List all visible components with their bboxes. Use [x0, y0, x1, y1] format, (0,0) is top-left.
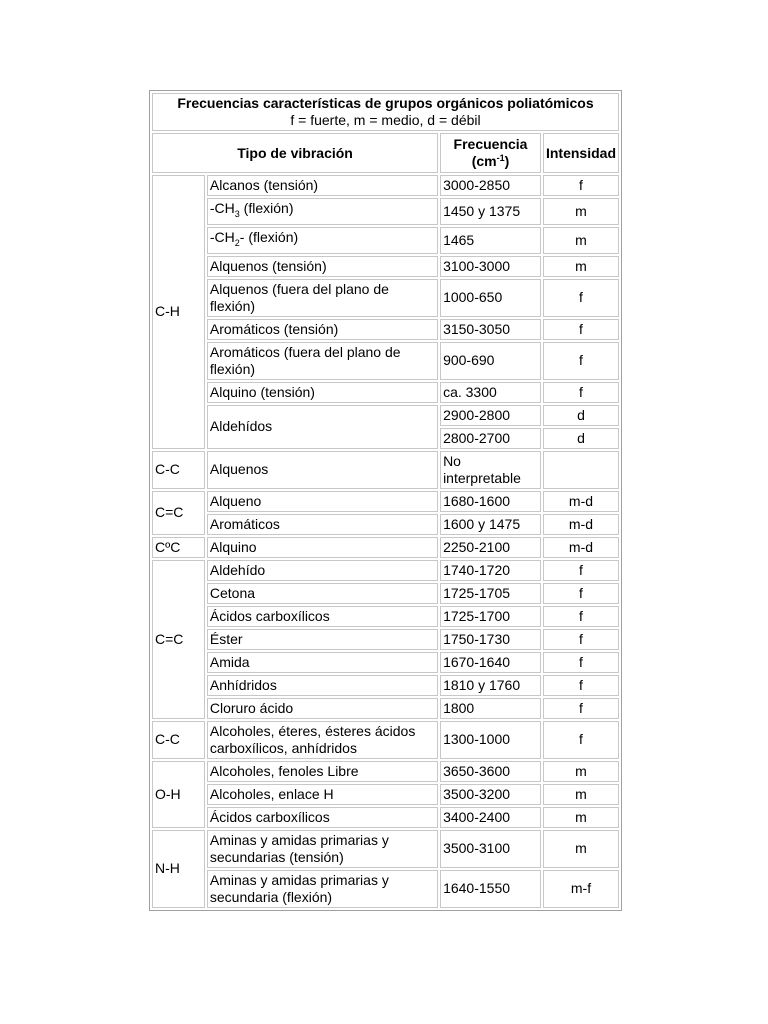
tipo-cell: Alcanos (tensión) [207, 175, 438, 196]
tipo-cell: Alquino (tensión) [207, 382, 438, 403]
frecuencia-cell: 2900-2800 [440, 405, 541, 426]
tipo-cell: Aldehídos [207, 405, 438, 449]
intensidad-cell: f [543, 721, 619, 759]
table-row [152, 761, 619, 782]
intensidad-cell: d [543, 428, 619, 449]
frecuencia-cell: 1670-1640 [440, 652, 541, 673]
tipo-cell: Aminas y amidas primarias y secundaria (flexión) [207, 870, 438, 908]
frequency-table [149, 90, 622, 911]
table-row [152, 698, 619, 719]
intensidad-cell: m-f [543, 870, 619, 908]
header-frecuencia-label: Frecuencia [453, 136, 528, 152]
frecuencia-cell: 3500-3200 [440, 784, 541, 805]
intensidad-cell: m-d [543, 491, 619, 512]
tipo-cell: Éster [207, 629, 438, 650]
tipo-cell: Cetona [207, 583, 438, 604]
frecuencia-cell: 1740-1720 [440, 560, 541, 581]
table-row [152, 721, 619, 759]
frecuencia-cell: 1300-1000 [440, 721, 541, 759]
frecuencia-cell: ca. 3300 [440, 382, 541, 403]
header-frecuencia-unit-close: ) [504, 153, 510, 169]
frecuencia-cell: 2250-2100 [440, 537, 541, 558]
intensidad-cell: f [543, 583, 619, 604]
tipo-cell: Aldehído [207, 560, 438, 581]
intensidad-cell: m [543, 256, 619, 277]
frecuencia-cell: 3000-2850 [440, 175, 541, 196]
intensidad-cell: m [543, 784, 619, 805]
intensidad-cell: f [543, 279, 619, 317]
tipo-cell: Anhídridos [207, 675, 438, 696]
table-row [152, 491, 619, 512]
tipo-cell: Aromáticos (tensión) [207, 319, 438, 340]
table-row [152, 652, 619, 673]
intensidad-cell: m-d [543, 537, 619, 558]
table-row [152, 629, 619, 650]
tipo-subscript: 2 [234, 237, 240, 248]
frecuencia-cell: 3500-3100 [440, 830, 541, 868]
tipo-cell [207, 198, 438, 225]
frecuencia-cell: No interpretable [440, 451, 541, 489]
tipo-cell: Alquenos (tensión) [207, 256, 438, 277]
tipo-prefix: -CH [209, 200, 235, 216]
tipo-cell: Alcoholes, éteres, ésteres ácidos carboxílicos, anhídridos [207, 721, 438, 759]
tipo-subscript: 3 [234, 208, 240, 219]
frecuencia-cell: 1810 y 1760 [440, 675, 541, 696]
tipo-cell: Alcoholes, enlace H [207, 784, 438, 805]
group-label: CºC [152, 537, 205, 558]
tipo-cell: Ácidos carboxílicos [207, 606, 438, 627]
table-row [152, 784, 619, 805]
tipo-cell: Alcoholes, fenoles Libre [207, 761, 438, 782]
frecuencia-cell: 3100-3000 [440, 256, 541, 277]
table-row [152, 319, 619, 340]
group-label: O-H [152, 761, 205, 828]
frecuencia-cell: 1800 [440, 698, 541, 719]
header-tipo: Tipo de vibración [152, 133, 438, 173]
intensidad-cell: f [543, 606, 619, 627]
intensidad-cell: f [543, 175, 619, 196]
frecuencia-cell: 1725-1705 [440, 583, 541, 604]
group-label: C-C [152, 721, 205, 759]
header-intensidad: Intensidad [543, 133, 619, 173]
table-row [152, 606, 619, 627]
table-title-row [152, 93, 619, 131]
intensidad-cell: m [543, 761, 619, 782]
tipo-cell: Alqueno [207, 491, 438, 512]
frecuencia-cell: 900-690 [440, 342, 541, 380]
intensidad-cell: f [543, 319, 619, 340]
frecuencia-cell: 1725-1700 [440, 606, 541, 627]
table-title: Frecuencias características de grupos orgánicos poliatómicos [177, 95, 594, 111]
intensidad-cell: m-d [543, 514, 619, 535]
tipo-cell [207, 227, 438, 254]
tipo-cell: Ácidos carboxílicos [207, 807, 438, 828]
intensidad-cell: f [543, 629, 619, 650]
tipo-cell: Amida [207, 652, 438, 673]
frecuencia-cell: 1750-1730 [440, 629, 541, 650]
tipo-cell: Alquino [207, 537, 438, 558]
intensidad-cell: f [543, 675, 619, 696]
frecuencia-cell: 3150-3050 [440, 319, 541, 340]
group-label: C=C [152, 560, 205, 719]
tipo-suffix: (flexión) [239, 200, 294, 216]
header-row [152, 133, 619, 173]
intensidad-cell: m [543, 227, 619, 254]
frecuencia-cell: 1000-650 [440, 279, 541, 317]
intensidad-cell: f [543, 698, 619, 719]
table-row [152, 227, 619, 254]
tipo-cell: Alquenos [207, 451, 438, 489]
table-row [152, 675, 619, 696]
intensidad-cell: f [543, 560, 619, 581]
tipo-cell: Alquenos (fuera del plano de flexión) [207, 279, 438, 317]
frecuencia-cell: 1640-1550 [440, 870, 541, 908]
frecuencia-cell: 1600 y 1475 [440, 514, 541, 535]
table-row [152, 807, 619, 828]
table-row [152, 175, 619, 196]
intensidad-cell: f [543, 382, 619, 403]
table-row [152, 583, 619, 604]
header-frecuencia [440, 133, 541, 173]
table-row [152, 198, 619, 225]
table-row [152, 870, 619, 908]
intensidad-cell: f [543, 652, 619, 673]
tipo-cell: Aromáticos (fuera del plano de flexión) [207, 342, 438, 380]
table-row [152, 382, 619, 403]
group-label: N-H [152, 830, 205, 908]
table-row [152, 256, 619, 277]
frecuencia-cell: 1450 y 1375 [440, 198, 541, 225]
table-row [152, 342, 619, 380]
frecuencia-cell: 1465 [440, 227, 541, 254]
tipo-cell: Aminas y amidas primarias y secundarias (tensión) [207, 830, 438, 868]
table-row [152, 451, 619, 489]
frecuencia-cell: 2800-2700 [440, 428, 541, 449]
intensidad-cell: m [543, 198, 619, 225]
tipo-suffix: - (flexión) [239, 228, 299, 245]
intensidad-cell: m [543, 830, 619, 868]
table-row [152, 279, 619, 317]
intensidad-cell: f [543, 342, 619, 380]
intensidad-cell: m [543, 807, 619, 828]
table-row [152, 514, 619, 535]
table-row [152, 405, 619, 426]
intensidad-cell [543, 451, 619, 489]
frecuencia-cell: 1680-1600 [440, 491, 541, 512]
header-frecuencia-unit-sup: -1 [496, 153, 505, 163]
table-row [152, 560, 619, 581]
table-row [152, 537, 619, 558]
table-legend: f = fuerte, m = medio, d = débil [290, 112, 481, 128]
intensidad-cell: d [543, 405, 619, 426]
tipo-cell: Aromáticos [207, 514, 438, 535]
header-frecuencia-unit-open: (cm [471, 153, 497, 169]
frecuencia-cell: 3400-2400 [440, 807, 541, 828]
table-title-cell [152, 93, 619, 131]
tipo-prefix: -CH [209, 228, 235, 245]
group-label: C-H [152, 175, 205, 449]
tipo-cell: Cloruro ácido [207, 698, 438, 719]
frecuencia-cell: 3650-3600 [440, 761, 541, 782]
table-row [152, 830, 619, 868]
group-label: C-C [152, 451, 205, 489]
group-label: C=C [152, 491, 205, 535]
